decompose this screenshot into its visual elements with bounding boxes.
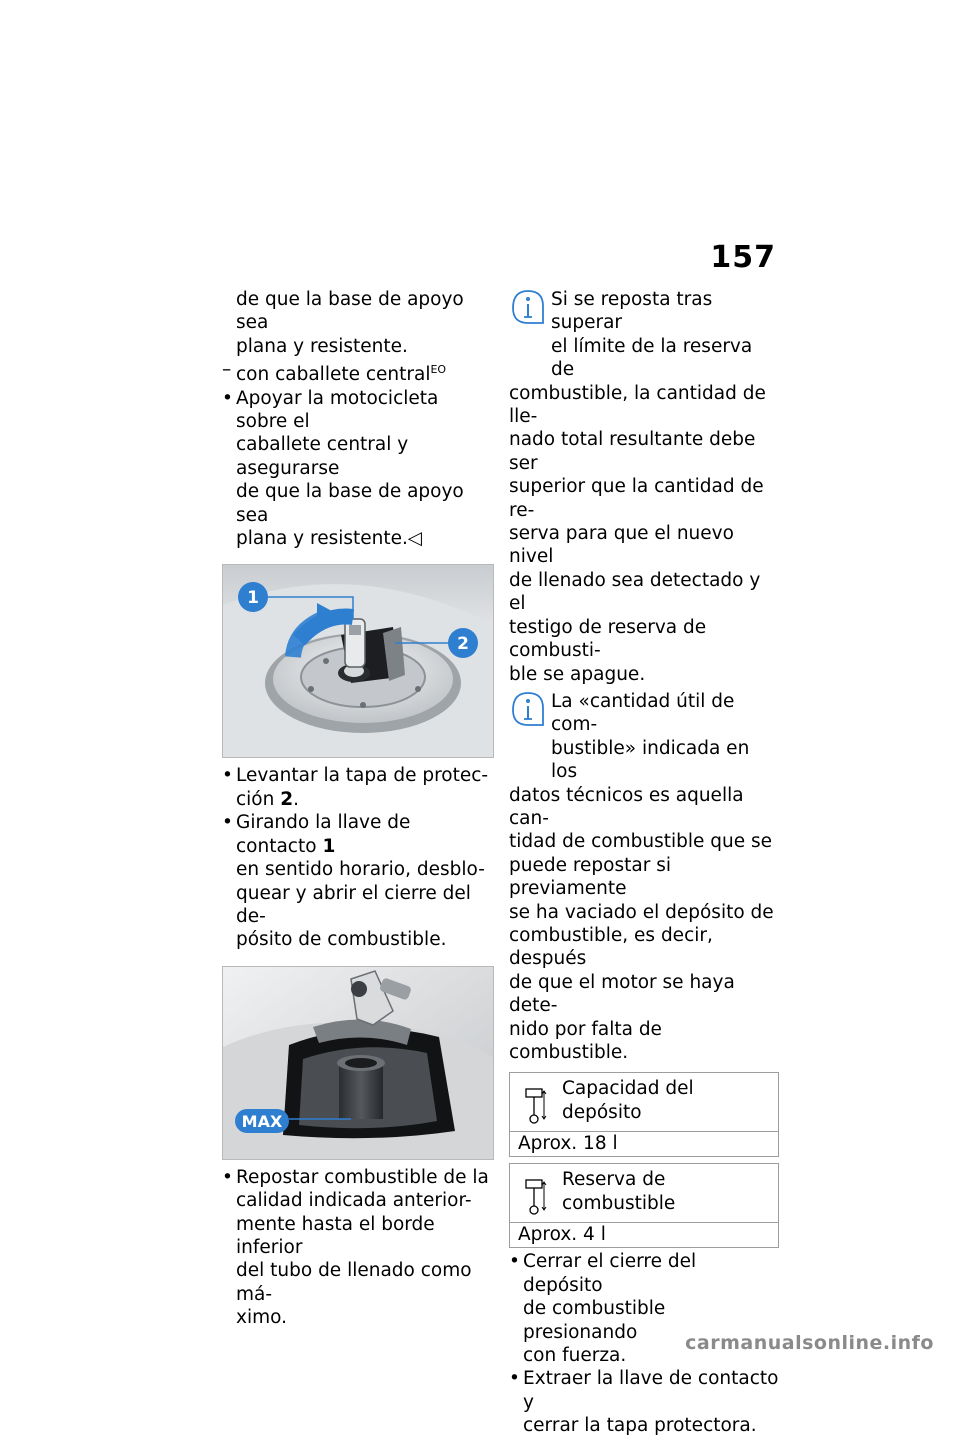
continuation-text: de que la base de apoyo sea plana y resistente. xyxy=(236,289,464,357)
right-column xyxy=(509,288,779,1438)
watermark: carmanualsonline.info xyxy=(685,1332,934,1354)
spec-value: Aprox. 18 l xyxy=(518,1133,618,1155)
dash-item-central-stand: – con caballete central$^{EO}$ xyxy=(222,359,447,386)
note-usable-fuel: La «cantidad útil de com- bustible» indicada en los datos técnicos es aquella can- tidad de combustible que se puede repostar si previamente se ha vaciado el depósito de combustible, es decir, después de que el motor se haya dete- nido por falta de combustible. xyxy=(509,690,774,1063)
bullet-support-motorcycle: • Apoyar la motocicleta sobre el caballete central y asegurarse de que la base de apoyo sea plana y resistente.◁ xyxy=(222,387,464,550)
fuel-cap-figure xyxy=(222,564,494,758)
note-reserve: Si se reposta tras superar el límite de la reserva de combustible, la cantidad de lle- nado total resultante debe ser superior que la cantidad de re- serva para que el nuevo nivel de llenado sea detectado y el testigo de reserva de combusti- ble se apague. xyxy=(509,289,766,685)
fuel-gauge-icon xyxy=(522,1176,548,1216)
left-column xyxy=(222,288,494,1330)
spec-tank-capacity xyxy=(509,1072,779,1157)
filler-neck-illustration xyxy=(223,967,493,1159)
spec-fuel-reserve xyxy=(509,1163,779,1248)
spec-value: Aprox. 4 l xyxy=(518,1224,606,1246)
info-icon xyxy=(509,691,547,729)
spec-title: Capacidad del depósito xyxy=(562,1078,694,1123)
callout-1-label: 1 xyxy=(247,588,259,609)
page-number: 157 xyxy=(710,240,776,275)
option-code: EO xyxy=(430,363,447,377)
bullet-lift-cap: • Levantar la tapa de protec- ción 2. xyxy=(222,765,489,810)
spec-title: Reserva de combustible xyxy=(562,1169,676,1214)
bullet-refuel: • Repostar combustible de la calidad indicada anterior- mente hasta el borde inferior del tubo de llenado como má- ximo. xyxy=(222,1166,489,1329)
info-icon xyxy=(509,289,547,327)
max-label: MAX xyxy=(241,1111,283,1131)
fuel-cap-illustration xyxy=(223,565,493,757)
bullet-remove-key: • Extraer la llave de contacto y cerrar la tapa protectora. xyxy=(509,1368,779,1437)
bullet-turn-key: • Girando la llave de contacto 1 en sentido horario, desblo- quear y abrir el cierre del de- pósito de combustible. xyxy=(222,812,485,951)
fuel-gauge-icon xyxy=(522,1085,548,1125)
bullet-close-cap: • Cerrar el cierre del depósito de combustible presionando con fuerza. xyxy=(509,1251,697,1367)
filler-neck-figure xyxy=(222,966,494,1160)
callout-2-label: 2 xyxy=(457,634,469,655)
